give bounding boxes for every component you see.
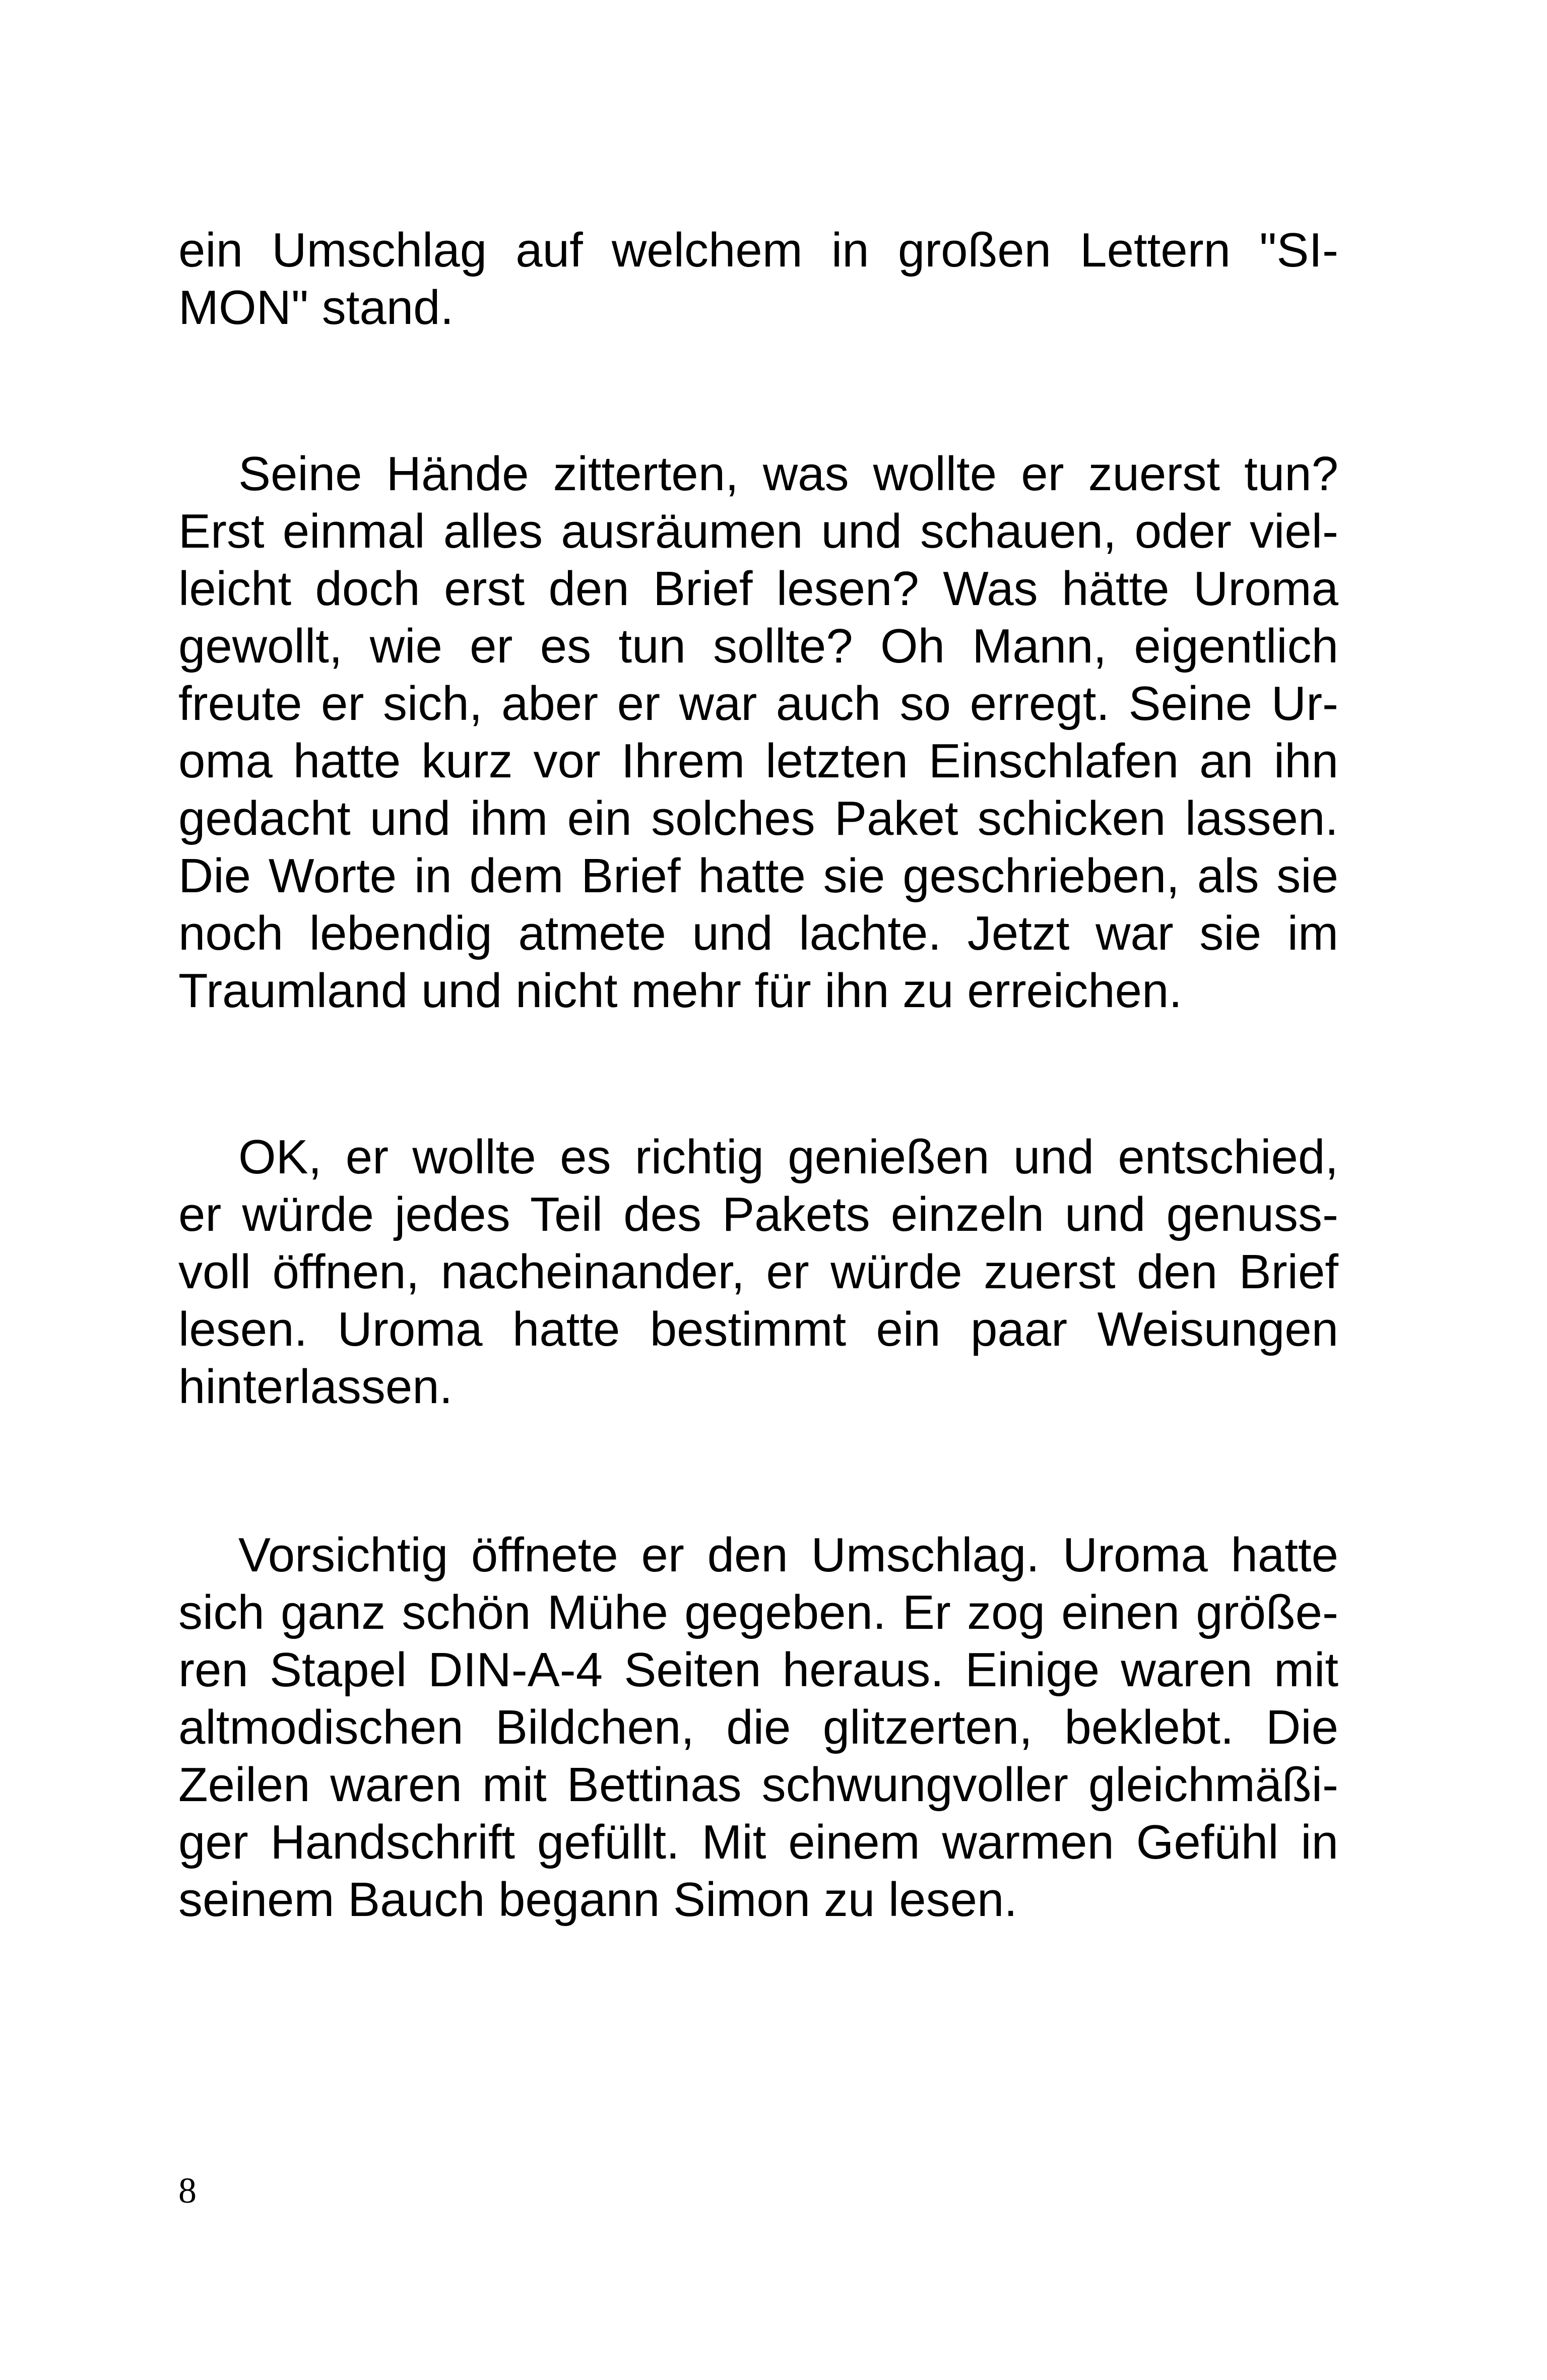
text-line: gewollt, wie er es tun sollte? Oh Mann, eigentlich <box>178 619 1338 673</box>
text-line: freute er sich, aber er war auch so erregt. Seine Ur- <box>178 677 1338 731</box>
text-line: Traumland und nicht mehr für ihn zu erreichen. <box>178 964 1183 1018</box>
text-line: MON" stand. <box>178 281 454 335</box>
text-line: ren Stapel DIN-A-4 Seiten heraus. Einige waren mit <box>178 1643 1338 1697</box>
text-line: Zeilen waren mit Bettinas schwungvoller gleichmäßi- <box>178 1758 1338 1812</box>
paragraph-1 <box>178 222 1338 337</box>
paragraph-4 <box>178 1527 1338 1929</box>
text-line: ger Handschrift gefüllt. Mit einem warmen Gefühl in <box>178 1815 1338 1869</box>
text-line: gedacht und ihm ein solches Paket schicken lassen. <box>178 791 1338 845</box>
text-line: Vorsichtig öffnete er den Umschlag. Uroma hatte <box>238 1528 1338 1582</box>
text-line: noch lebendig atmete und lachte. Jetzt war sie im <box>178 906 1338 960</box>
text-line: er würde jedes Teil des Pakets einzeln und genuss- <box>178 1187 1338 1241</box>
text-line: OK, er wollte es richtig genießen und entschied, <box>238 1130 1338 1184</box>
text-line: voll öffnen, nacheinander, er würde zuerst den Brief <box>178 1245 1338 1299</box>
text-line: altmodischen Bildchen, die glitzerten, beklebt. Die <box>178 1700 1338 1754</box>
text-line: ein Umschlag auf welchem in großen Lettern "SI- <box>178 223 1338 277</box>
text-line: oma hatte kurz vor Ihrem letzten Einschlafen an ihn <box>178 734 1338 788</box>
text-line: hinterlassen. <box>178 1360 453 1414</box>
text-line: Erst einmal alles ausräumen und schauen, oder viel- <box>178 504 1338 558</box>
page-number: 8 <box>178 2170 197 2211</box>
text-line: Die Worte in dem Brief hatte sie geschrieben, als sie <box>178 849 1338 903</box>
text-line: sich ganz schön Mühe gegeben. Er zog einen größe- <box>178 1585 1338 1639</box>
text-line: Seine Hände zitterten, was wollte er zuerst tun? <box>238 447 1338 501</box>
paragraph-3 <box>178 1129 1338 1416</box>
paragraph-2 <box>178 445 1338 1020</box>
text-line: leicht doch erst den Brief lesen? Was hätte Uroma <box>178 562 1338 616</box>
text-line: seinem Bauch begann Simon zu lesen. <box>178 1873 1018 1927</box>
text-line: lesen. Uroma hatte bestimmt ein paar Weisungen <box>178 1302 1338 1356</box>
